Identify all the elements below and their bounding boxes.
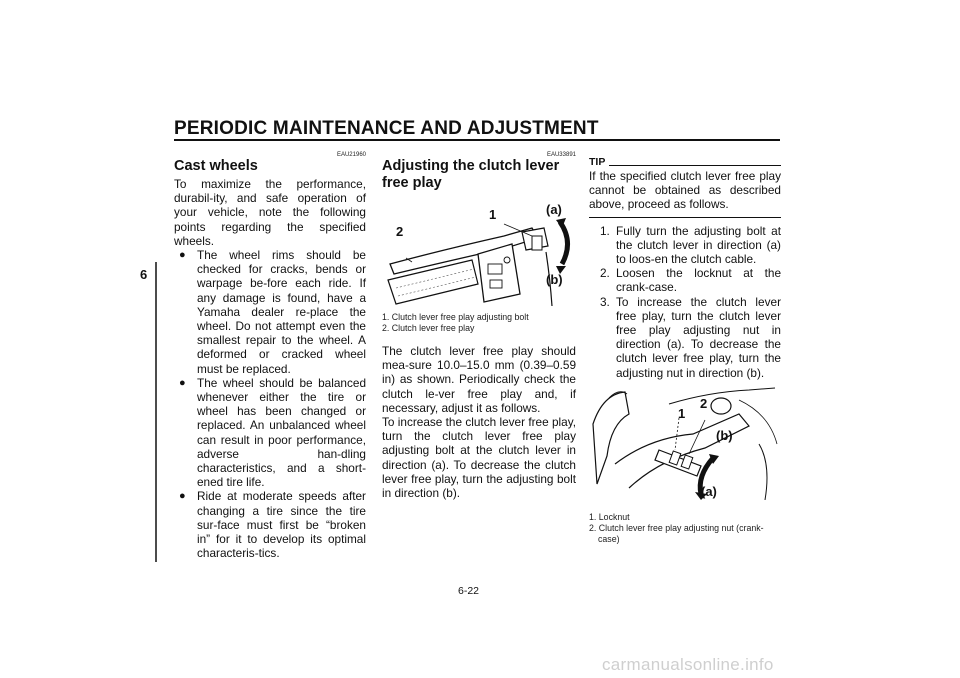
watermark: carmanualsonline.info xyxy=(602,655,774,674)
page-title: PERIODIC MAINTENANCE AND ADJUSTMENT xyxy=(174,118,599,139)
bullet-icon: ● xyxy=(179,249,186,262)
figure-label-b: (b) xyxy=(716,427,733,443)
page-number: 6-22 xyxy=(458,585,480,597)
figure-label-1: 1 xyxy=(678,405,686,421)
figure-caption: 1. Clutch lever free play adjusting bolt xyxy=(382,312,529,322)
figure-caption: 2. Clutch lever free play xyxy=(382,323,475,333)
intro-paragraph: To maximize the performance, durabil-ity, and safe operation of your vehicle, note the following points regarding the specified wheels. xyxy=(174,177,366,248)
figure-caption: 1. Locknut xyxy=(589,511,630,522)
figure-label-b: (b) xyxy=(546,272,563,287)
step-text: To increase the clutch lever free play, turn the clutch lever free play adjusting nut in direction (a). To decrease the clutch lever free play, turn the adjusting nut in direction (b). xyxy=(616,294,781,380)
tip-header xyxy=(589,156,781,168)
clutch-lever-figure xyxy=(382,198,576,308)
section-heading: Adjusting the clutch lever free play xyxy=(382,158,560,191)
chapter-number: 6 xyxy=(140,267,148,282)
step-text: Loosen the locknut at the crank-case. xyxy=(616,266,781,295)
step-number: 3. xyxy=(600,294,610,309)
step-number: 1. xyxy=(600,223,610,238)
step-number: 2. xyxy=(600,266,610,281)
list-item xyxy=(178,376,366,490)
tip-label: TIP xyxy=(589,156,606,168)
tip-text: If the specified clutch lever free play cannot be obtained as described above, proceed as follows. xyxy=(589,169,781,212)
bullet-icon: ● xyxy=(179,376,186,389)
figure-label-1: 1 xyxy=(489,207,497,222)
figure-label-a: (a) xyxy=(701,483,717,499)
column-clutch-adjust xyxy=(382,152,576,500)
list-item xyxy=(178,489,366,560)
column-tip xyxy=(589,156,781,545)
body-paragraph: To increase the clutch lever free play, turn the clutch lever free play adjusting bolt at the clutch lever in direction (a). To decrease the clutch lever free play, turn the adjusting bolt in direction (b). xyxy=(382,415,576,501)
list-item xyxy=(178,248,366,376)
figure-caption: 2. Clutch lever free play adjusting nut (crank-case) xyxy=(589,522,764,544)
step-text: Fully turn the adjusting bolt at the clutch lever in direction (a) to loos-en the clutch cable. xyxy=(616,223,781,267)
tip-end-rule xyxy=(589,217,781,218)
section-code: EAU33891 xyxy=(546,152,576,158)
list-item xyxy=(589,295,781,380)
body-paragraph: The clutch lever free play should mea-sure 10.0–15.0 mm (0.39–0.59 in) as shown. Periodically check the clutch le-ver free play and, if necessary, adjust it as follows. xyxy=(382,344,576,415)
list-item xyxy=(589,224,781,267)
title-rule xyxy=(174,139,780,141)
bullet-icon: ● xyxy=(179,490,186,503)
section-code: EAU21960 xyxy=(336,152,366,158)
bullet-text: The wheel should be balanced whenever either the tire or wheel has been changed or replaced. An unbalanced wheel can result in poor performance, adverse han-dling characteristics, and a short-ened tire life. xyxy=(197,375,366,490)
crankcase-figure xyxy=(589,384,781,500)
chapter-tab xyxy=(134,262,160,562)
tip-rule xyxy=(609,165,781,166)
bullet-text: The wheel rims should be checked for cracks, bends or warpage be-fore each ride. If any damage is found, have a Yamaha dealer re-place the wheel. Do not attempt even the smallest repair to the wheel. A deformed or cracked wheel must be replaced. xyxy=(197,248,366,376)
figure-label-2: 2 xyxy=(700,395,708,411)
list-item xyxy=(589,266,781,294)
column-cast-wheels xyxy=(174,152,366,560)
crankcase-illustration xyxy=(589,384,781,500)
bullet-text: Ride at moderate speeds after changing a tire since the tire sur-face must first be “broken in” for it to develop its optimal characteris-tics. xyxy=(197,489,366,561)
figure-label-2: 2 xyxy=(396,224,404,239)
section-heading: Cast wheels xyxy=(174,158,258,174)
figure-label-a: (a) xyxy=(546,202,562,217)
